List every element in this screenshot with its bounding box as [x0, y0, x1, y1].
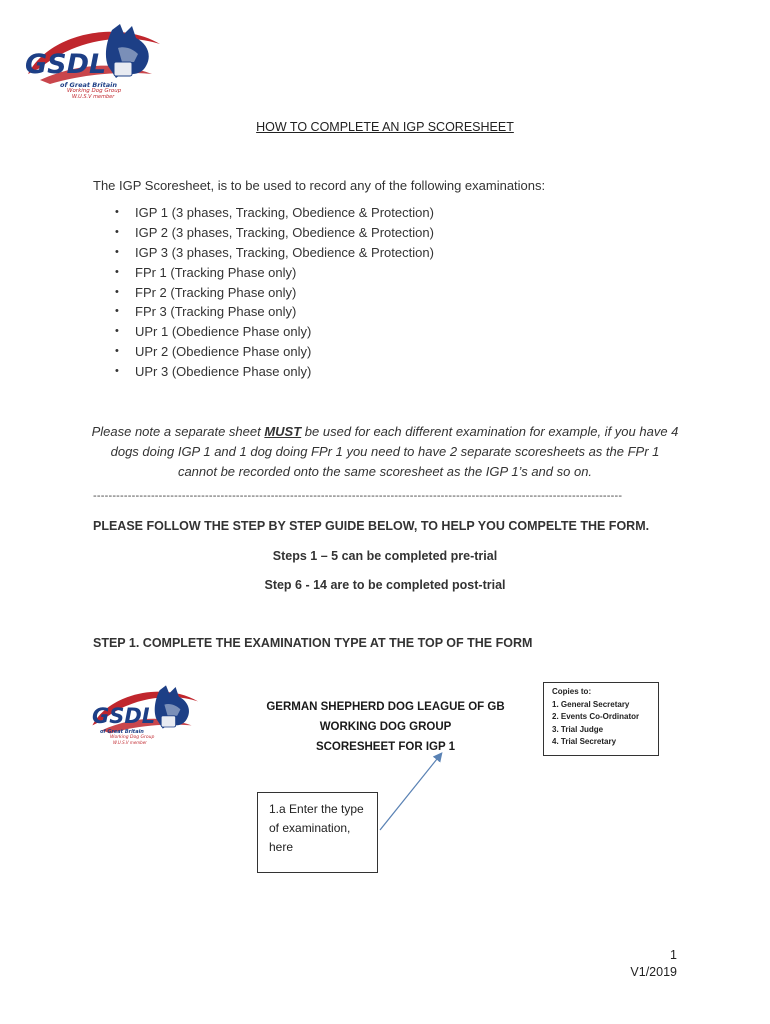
list-item — [93, 322, 434, 342]
copies-item: 3. Trial Judge — [552, 724, 604, 734]
list-item-label: IGP 3 (3 phases, Tracking, Obedience & Protection) — [135, 244, 434, 260]
logo-wordmark: GSDL — [25, 49, 107, 80]
list-item — [93, 203, 434, 223]
copies-item: 4. Trial Secretary — [552, 737, 617, 746]
step1-heading: STEP 1. COMPLETE THE EXAMINATION TYPE AT THE TOP OF THE FORM — [93, 636, 533, 650]
callout-arrow — [375, 748, 455, 838]
copies-item: 1. General Secretary — [552, 699, 630, 709]
callout-box: 1.a Enter the type of examination, here — [257, 792, 378, 873]
form-header-line: SCORESHEET FOR IGP 1 — [315, 741, 456, 753]
list-item — [93, 243, 434, 263]
note-text-after: be used for each different examination for example, if you have 4 dogs doing IGP 1 and 1 dog doing FPr 1 you need to have 2 separate scoresheets as the FPr 1 cannot be recorded onto the same scoresheet as the IGP 1’s and so on. — [110, 424, 679, 479]
copies-item: 2. Events Co-Ordinator — [552, 712, 640, 721]
intro-text: The IGP Scoresheet, is to be used to record any of the following examinations: — [93, 178, 546, 193]
bullet-icon: • — [115, 265, 119, 278]
logo-subtitle: of Great Britain — [100, 729, 144, 735]
bullet-icon: • — [115, 365, 119, 378]
list-item-label: UPr 2 (Obedience Phase only) — [135, 344, 312, 360]
follow-guide-heading: PLEASE FOLLOW THE STEP BY STEP GUIDE BELOW, TO HELP YOU COMPELTE THE FORM. — [93, 519, 650, 533]
list-item — [93, 283, 434, 303]
logo-subtitle: of Great Britain — [60, 81, 117, 89]
examination-list — [93, 203, 434, 382]
list-item-label: IGP 2 (3 phases, Tracking, Obedience & Protection) — [135, 224, 434, 240]
note-emphasis: MUST — [264, 424, 302, 439]
list-item-label: FPr 2 (Tracking Phase only) — [135, 284, 297, 300]
list-item — [93, 263, 434, 283]
page-number: 1 — [670, 948, 677, 962]
list-item-label: FPr 3 (Tracking Phase only) — [135, 304, 297, 320]
logo-member: W.U.S.V member — [113, 740, 147, 745]
form-header-line: WORKING DOG GROUP — [319, 721, 452, 733]
bullet-icon: • — [115, 245, 119, 258]
bullet-icon: • — [115, 305, 119, 318]
list-item — [93, 342, 434, 362]
list-item — [93, 362, 434, 382]
gsdl-logo — [20, 22, 170, 100]
bullet-icon: • — [115, 345, 119, 358]
bullet-icon: • — [115, 225, 119, 238]
list-item-label: UPr 3 (Obedience Phase only) — [135, 364, 312, 380]
list-item-label: IGP 1 (3 phases, Tracking, Obedience & Protection) — [135, 205, 434, 220]
bullet-icon: • — [115, 285, 119, 298]
list-item-label: FPr 1 (Tracking Phase only) — [135, 264, 297, 280]
copies-title: Copies to: — [552, 687, 592, 696]
form-gsdl-logo — [86, 682, 206, 748]
form-header-line: GERMAN SHEPHERD DOG LEAGUE OF GB — [266, 701, 505, 713]
logo-group: Working Dog Group — [67, 88, 122, 94]
document-title: HOW TO COMPLETE AN IGP SCORESHEET — [256, 120, 514, 134]
separate-sheet-note — [90, 422, 680, 482]
bullet-icon: • — [115, 325, 119, 338]
note-text-before: Please note a separate sheet — [91, 424, 265, 439]
list-item — [93, 302, 434, 322]
dashed-divider: ----------------------------------------------------------------------------------------------------------------------------------------- — [93, 490, 623, 502]
copies-to-box — [543, 682, 659, 756]
steps-post-trial: Step 6 - 14 are to be completed post-trial — [264, 578, 506, 592]
logo-group: Working Dog Group — [110, 735, 155, 740]
steps-pre-trial: Steps 1 – 5 can be completed pre-trial — [272, 549, 498, 563]
version-label: V1/2019 — [630, 965, 677, 979]
list-item-label: UPr 1 (Obedience Phase only) — [135, 324, 312, 340]
list-item — [93, 223, 434, 243]
logo-member: W.U.S.V member — [72, 94, 115, 100]
logo-wordmark: GSDL — [92, 704, 156, 728]
bullet-icon: • — [115, 206, 119, 218]
